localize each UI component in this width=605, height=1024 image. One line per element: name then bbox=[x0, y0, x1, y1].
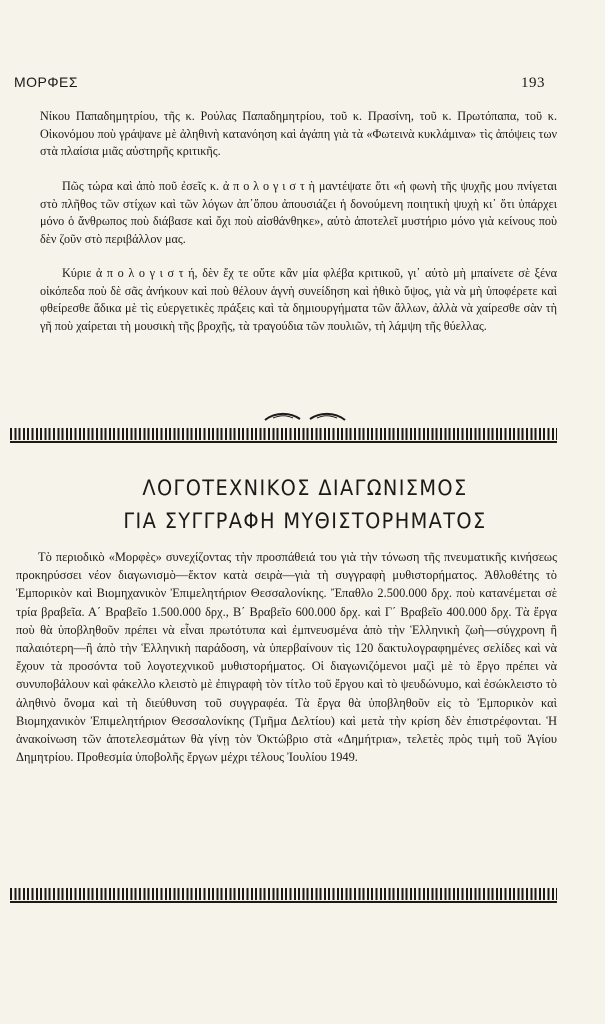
announcement-heading-line-2: ΓΙΑ ΣΥΓΓΡΑΦΗ ΜΥΘΙΣΤΟΡΗΜΑΤΟΣ bbox=[123, 509, 487, 533]
decorative-rule-bottom bbox=[10, 888, 557, 900]
announcement-body: Τὸ περιοδικὸ «Μορφὲς» συνεχίζοντας τὴν προσπάθειά του γιὰ τὴν τόνωση τῆς πνευματικῆς κινήσεως προκηρύσσει νέον διαγωνισμὸ—ἕκτον κατὰ σειρὰ—γιὰ τὴ συγγραφὴ μυθιστορήματος. Ἀθλοθέτης τὸ Ἐμπορικὸν καὶ Βιομηχανικὸν Ἐπιμελητήριον Θεσσαλονίκης. Ἔπαθλο 2.500.000 δρχ. ποὺ κατανέμεται σὲ τρία βραβεῖα. Α΄ Βραβεῖο 1.500.000 δρχ., Β΄ Βραβεῖο 600.000 δρχ. καὶ Γ΄ Βραβεῖο 400.000 δρχ. Τὰ ἔργα ποὺ θὰ ὑποβληθοῦν πρέπει νὰ εἶναι πρωτότυπα καὶ ἐμπνευσμένα ἀπὸ τὴν Ἑλληνικὴ ζωὴ—σύγχρονη ἢ παλαιότερη—ἢ ἀπὸ τὴν Ἑλληνικὴ παράδοση, νὰ ὑπερβαίνουν τὶς 120 δακτυλογραφημένες σελίδες καὶ νὰ ἔχουν τὰ προσόντα τοῦ λογοτεχνικοῦ μυθιστορήματος. Οἱ διαγωνιζόμενοι μαζὶ μὲ τὸ ἔργο πρέπει νὰ συνυποβάλουν καὶ φάκελλο κλειστὸ μὲ ἐπιγραφὴ τὸν τίτλο τοῦ ἔργου καὶ τὸ ψευδώνυμο, καὶ ἐσώκλειστο τὸ ἀληθινὸ ὄνομα καὶ τὴ διεύθυνση τοῦ συγγραφέα. Τὰ ἔργα θὰ ὑποβληθοῦν εἰς τὸ Ἐμπορικὸν καὶ Βιομηχανικὸν Ἐπιμελητήριον Θεσσαλονίκης (Τμῆμα Δελτίου) καὶ μετὰ τὴν κρίση δὲν ἐπιστρέφονται. Ἡ ἀνακοίνωση τῶν ἀποτελεσμάτων θὰ γίνῃ τὸν Ὀκτώβριο στὰ «Δημήτρια», τελετὲς πρὸς τιμὴ τοῦ Ἁγίου Δημητρίου. Προθεσμία ὑποβολῆς ἔργων μέχρι τέλους Ἰουλίου 1949. bbox=[16, 550, 557, 765]
article-paragraph-1: Νίκου Παπαδημητρίου, τῆς κ. Ρούλας Παπαδημητρίου, τοῦ κ. Πρασίνη, τοῦ κ. Πρωτόπαπα, τοῦ κ. Οἰκονόμου ποὺ γράψανε μὲ ἀληθινὴ κατανόηση καὶ ἀγάπη γιὰ τὰ «Φωτεινὰ κυκλάμινα» τὶς ἀπόψεις των στὰ πλαίσια μιᾶς αὐστηρῆς κριτικῆς. bbox=[40, 109, 557, 159]
announcement-heading-line-1: ΛΟΓΟΤΕΧΝΙΚΟΣ ΔΙΑΓΩΝΙΣΜΟΣ bbox=[142, 476, 468, 500]
running-head bbox=[14, 74, 545, 92]
ornament-icon bbox=[255, 410, 355, 422]
page-number: 193 bbox=[521, 75, 545, 91]
article-paragraph-3: Κύριε ἀ π ο λ ο γ ι σ τ ή, δὲν ἔχ τε οὔτε κἂν μία φλέβα κριτικοῦ, γι᾽ αὐτὸ μὴ μπαίνετε σὲ ξένα οἰκόπεδα ποὺ δὲ σᾶς ἀνήκουν καὶ ποὺ θέλουν ἁγνὴ συνείδηση καὶ ἠθικὸ ὕψος, γιὰ νὰ μὴ ὑποφέρετε καὶ φθείρεσθε ἄδικα μὲ τὶς εὐεργετικὲς πράξεις καὶ τὰ δημιουργήματα τῶν ἄλλων, ἀλλὰ νὰ χαίρεσθε σὰν τὴ γῆ ποὺ χαίρεται τὴ μουσικὴ τῆς βροχῆς, τὰ τραγούδια τῶν πουλιῶν, τὴ λάμψη τῆς θύελλας. bbox=[40, 266, 557, 334]
journal-title: ΜΟΡΦΕΣ bbox=[14, 74, 79, 90]
article-paragraph-2: Πῶς τώρα καὶ ἀπὸ ποῦ ἐσεῖς κ. ἀ π ο λ ο γ ι σ τ ὴ μαντέψατε ὅτι «ἡ φωνὴ τῆς ψυχῆς μου πνίγεται στὸ πλῆθος τῶν στίχων καὶ τῶν λόγων ἀπ᾽ὅπου ἀπουσιάζει ἡ δονούμενη ποιητικὴ ψυχὴ κι᾽ ὅτι ὑπάρχει μόνο ὁ ἄνθρωπος ποὺ διάβασε καὶ ὄχι ποὺ αἰσθάνθηκε», αὐτὸ ἀποτελεῖ μυστήριο μόνο γιὰ κείνους ποὺ δὲν ζοῦν στὸ περιβάλλον μας. bbox=[40, 179, 557, 247]
decorative-rule-top bbox=[10, 428, 557, 440]
